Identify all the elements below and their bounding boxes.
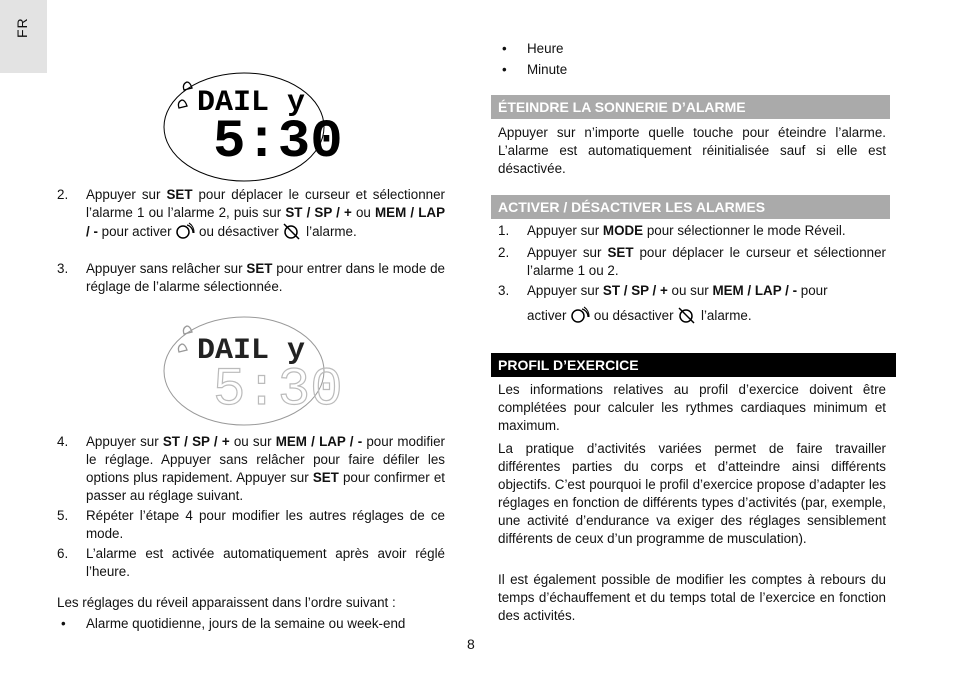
lcd-display-illustration bbox=[163, 72, 343, 182]
alarm-off-text: Appuyer sur n’importe quelle touche pour éteindre l’alarme. L’alarme est automatiquement réinitialisée sauf si elle est désactivée. bbox=[498, 125, 886, 176]
list-item: • Heure bbox=[502, 41, 564, 56]
page-number: 8 bbox=[467, 636, 475, 652]
exercise-profile-paragraph-3: Il est également possible de modifier les comptes à rebours du temps d’échauffement et du temps total de l’exercice en fonction des activités. bbox=[498, 572, 886, 623]
step-2: 2. Appuyer sur SET pour déplacer le curseur et sélectionner l’alarme 1 ou l’alarme 2, puis sur ST / SP / + ou MEM / LAP / - pour activer ou désactiver l’alarme. bbox=[57, 187, 446, 239]
lcd-time-text: 5:30 bbox=[213, 112, 343, 173]
exercise-profile-paragraph-2: La pratique d’activités variées permet de faire travailler différentes parties du corps et d’atteindre ainsi différents objectifs. C’est pourquoi le profil d’exercice propose d’adapter les réglages en fonction de différents types d’activités (par, exemple, une activité d’endurance va exiger des réglages sensiblement différents de ceux d’un programme de musculation). bbox=[498, 441, 886, 546]
language-label: FR bbox=[14, 17, 30, 38]
step-3: 3. Appuyer sans relâcher sur SET pour entrer dans le mode de réglage de l’alarme sélectionnée. bbox=[57, 261, 445, 294]
list-item: • Alarme quotidienne, jours de la semaine ou week-end bbox=[61, 616, 406, 631]
left-steps-2-3 bbox=[57, 186, 445, 306]
step-5: 5. Répéter l’étape 4 pour modifier les autres réglages de ce mode. bbox=[57, 508, 445, 541]
alarm-on-icon bbox=[175, 222, 195, 240]
left-steps-4-6 bbox=[57, 433, 445, 583]
alarm-on-icon bbox=[570, 306, 590, 324]
language-tab bbox=[0, 0, 47, 73]
section-title-toggle-alarms: ACTIVER / DÉSACTIVER LES ALARMES bbox=[491, 195, 890, 219]
section-title-exercise-profile: PROFIL D’EXERCICE bbox=[491, 353, 896, 377]
toggle-step-3: 3. Appuyer sur ST / SP / + ou sur MEM / LAP / - pour activer ou désactiver l’alarme. bbox=[498, 283, 828, 323]
step-4: 4. Appuyer sur ST / SP / + ou sur MEM / LAP / - pour modifier le réglage. Appuyer sans relâcher pour faire défiler les options plus rapidement. Appuyer sur SET pour confirmer et passer au réglage suivant. bbox=[57, 434, 446, 503]
step-6: 6. L’alarme est activée automatiquement après avoir réglé l’heure. bbox=[57, 546, 445, 579]
toggle-step-2: 2. Appuyer sur SET pour déplacer le curseur et sélectionner l’alarme 1 ou 2. bbox=[498, 245, 887, 278]
toggle-step-1: 1. Appuyer sur MODE pour sélectionner le mode Réveil. bbox=[498, 223, 846, 238]
alarm-off-icon bbox=[282, 222, 302, 240]
exercise-profile-paragraph-1: Les informations relatives au profil d’exercice doivent être complétées pour calculer les rythmes cardiaques minimum et maximum. bbox=[498, 382, 886, 433]
alarm-off-icon bbox=[677, 306, 697, 324]
lcd-mode-text: DAIL y bbox=[197, 86, 306, 120]
lcd-mode-text-2: DAIL y bbox=[197, 334, 306, 368]
settings-order-intro: Les réglages du réveil apparaissent dans l’ordre suivant : bbox=[57, 595, 396, 610]
section-title-alarm-off: ÉTEINDRE LA SONNERIE D’ALARME bbox=[491, 95, 890, 119]
list-item: • Minute bbox=[502, 62, 568, 77]
lcd-display-dim-illustration bbox=[163, 316, 343, 426]
lcd-time-text-dim: 5:30 bbox=[213, 360, 343, 421]
